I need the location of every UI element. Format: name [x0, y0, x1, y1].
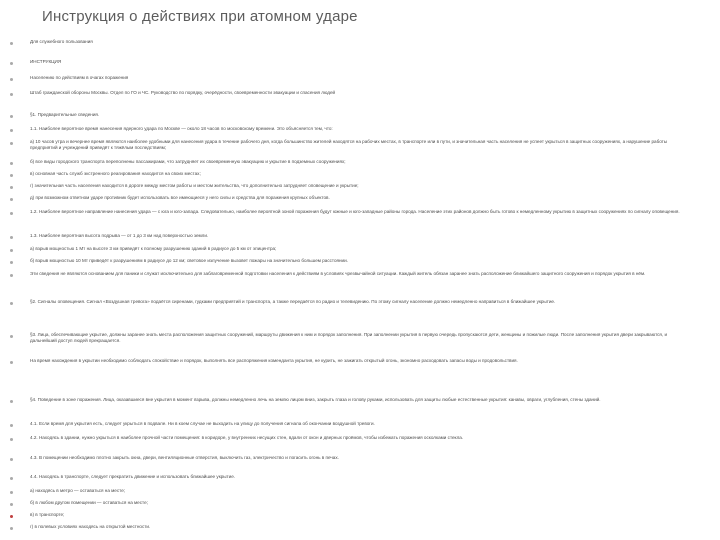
- list-item-text: 1.1. Наиболее вероятное время нанесения ядерного удара по Москве — около 18 часов по московскому времени. Это объясняется тем, что:: [30, 126, 333, 131]
- bullet-icon: [10, 274, 13, 277]
- list-item-text: На время нахождения в укрытии необходимо соблюдать спокойствие и порядок, выполнять все распоряжения коменданта укрытия, не курить, не зажигать открытый огонь, экономно расходовать запасы воды и продовольствия.: [30, 358, 518, 363]
- bullet-icon: [10, 115, 13, 118]
- list-item-text: ИНСТРУКЦИЯ: [30, 59, 62, 64]
- list-item-text: а) находясь в метро — оставаться на месте;: [30, 488, 126, 493]
- bullet-icon: [10, 42, 13, 45]
- list-item-text: а) взрыв мощностью 1 Мт на высоте 3 км приведёт к полному разрушению зданий в радиусе до 5 км от эпицентра;: [30, 246, 277, 251]
- list-item-text: в) основная часть служб экстренного реагирования находится на своих местах;: [30, 171, 201, 176]
- list-item-text: §3. Лица, обеспечивающие укрытие, должны заранее знать места расположения защитных сооружений, маршруты движения к ним и порядок заполнения. При заполнении укрытия в первую очередь пропускаются дети, женщины и пожилые люди. После заполнения укрытия двери закрываются, и дальнейший доступ людей прекращается.: [30, 332, 668, 343]
- list-item-text: Населению по действиям в очагах поражения: [30, 75, 129, 80]
- list-item-text: б) взрыв мощностью 10 Мт приведёт к разрушениям в радиусе до 12 км; световое излучение вызовет пожары на значительно большем расстоянии.: [30, 258, 348, 263]
- list-item-text: §4. Поведение в зоне поражения. Лица, оказавшиеся вне укрытия в момент взрыва, должны немедленно лечь на землю лицом вниз, закрыть глаза и голову руками, использовать для защиты любые естественные укрытия: канавы, овраги, углубления, стены зданий.: [30, 397, 601, 402]
- bullet-icon: [10, 62, 13, 65]
- list-item-text: Для служебного пользования: [30, 39, 93, 44]
- bullet-icon: [10, 400, 13, 403]
- list-item-text: а) 10 часов утра и вечернее время являются наиболее удобными для нанесения удара в течение рабочего дня, когда большинство жителей находятся на рабочих местах, в транспорте или в пути, и значительная часть населения не успеет укрыться в защитных сооружениях, а нарушение работы предприятий и учреждений приведёт к тяжёлым последствиям;: [30, 139, 668, 150]
- bullet-icon: [10, 302, 13, 305]
- bullet-icon: [10, 527, 13, 530]
- list-item-text: Штаб гражданской обороны Москвы. Отдел по ГО и ЧС. Руководство по порядку, очерёдности, своевременности эвакуации и спасения людей: [30, 90, 336, 95]
- list-item-text: б) все виды городского транспорта переполнены пассажирами, что затрудняет их своевременную эвакуацию и укрытие в подземных сооружениях;: [30, 159, 346, 164]
- bullet-icon: [10, 515, 13, 518]
- bullet-icon: [10, 198, 13, 201]
- bullet-icon: [10, 93, 13, 96]
- bullet-icon: [10, 491, 13, 494]
- bullet-icon: [10, 174, 13, 177]
- bullet-icon: [10, 249, 13, 252]
- bullet-icon: [10, 335, 13, 338]
- bullet-icon: [10, 261, 13, 264]
- list-item-text: б) в любом другом помещении — оставаться на месте;: [30, 500, 148, 505]
- list-item-text: §2. Сигналы оповещения. Сигнал «Воздушная тревога» подаётся сиренами, гудками предприятий и транспорта, а также передаётся по радио и телевидению. По этому сигналу население должно немедленно направиться в ближайшее укрытие.: [30, 299, 556, 304]
- list-item-text: Эти сведения не являются основанием для паники и служат исключительно для заблаговременной подготовки населения к действиям в условиях чрезвычайной ситуации. Каждый житель обязан заранее знать расположение ближайшего защитного сооружения и порядок укрытия в нём.: [30, 271, 646, 276]
- bullet-icon: [10, 142, 13, 145]
- bullet-icon: [10, 186, 13, 189]
- list-item-text: д) при возможном ответном ударе противник будет использовать все имеющиеся у него силы и средства для поражения крупных объектов.: [30, 195, 330, 200]
- list-item-text: 4.4. Находясь в транспорте, следует прекратить движение и использовать ближайшее укрытие.: [30, 474, 236, 479]
- bullet-icon: [10, 503, 13, 506]
- list-item-text: 4.1. Если время для укрытия есть, следует укрыться в подвале. Ни в коем случае не выходить на улицу до получения сигнала об окончании воздушной тревоги.: [30, 421, 375, 426]
- list-item-text: 4.3. В помещении необходимо плотно закрыть окна, двери, вентиляционные отверстия, выключить газ, электричество и погасить огонь в печах.: [30, 455, 339, 460]
- bullet-icon: [10, 458, 13, 461]
- bullet-icon: [10, 424, 13, 427]
- list-item-text: 4.2. Находясь в здании, нужно укрыться в наиболее прочной части помещения: в коридоре, у внутренних несущих стен, вдали от окон и дверных проёмов, чтобы избежать поражения осколками стекла.: [30, 435, 464, 440]
- bullet-icon: [10, 236, 13, 239]
- list-item-text: §1. Предварительные сведения.: [30, 112, 100, 117]
- list-item-text: г) значительная часть населения находится в дороге между местом работы и местом жительства, что дополнительно затрудняет оповещение и укрытие;: [30, 183, 359, 188]
- slide-title: Инструкция о действиях при атомном ударе: [42, 8, 358, 25]
- list-item-text: г) в полевых условиях находясь на открытой местности.: [30, 524, 151, 529]
- bullet-icon: [10, 212, 13, 215]
- bullet-icon: [10, 361, 13, 364]
- bullet-icon: [10, 162, 13, 165]
- bullet-icon: [10, 129, 13, 132]
- list-item-text: в) в транспорте;: [30, 512, 65, 517]
- bullet-icon: [10, 438, 13, 441]
- list-item-text: 1.3. Наиболее вероятная высота подрыва — от 1 до 3 км над поверхностью земли.: [30, 233, 209, 238]
- bullet-icon: [10, 78, 13, 81]
- bullet-icon: [10, 477, 13, 480]
- list-item-text: 1.2. Наиболее вероятное направление нанесения удара — с юга и юго-запада. Следовательно, наиболее вероятной зоной поражения будут южные и юго-западные районы города. Население этих районов должно быть готово к немедленному укрытию в защитных сооружениях по сигналу оповещения.: [30, 209, 680, 214]
